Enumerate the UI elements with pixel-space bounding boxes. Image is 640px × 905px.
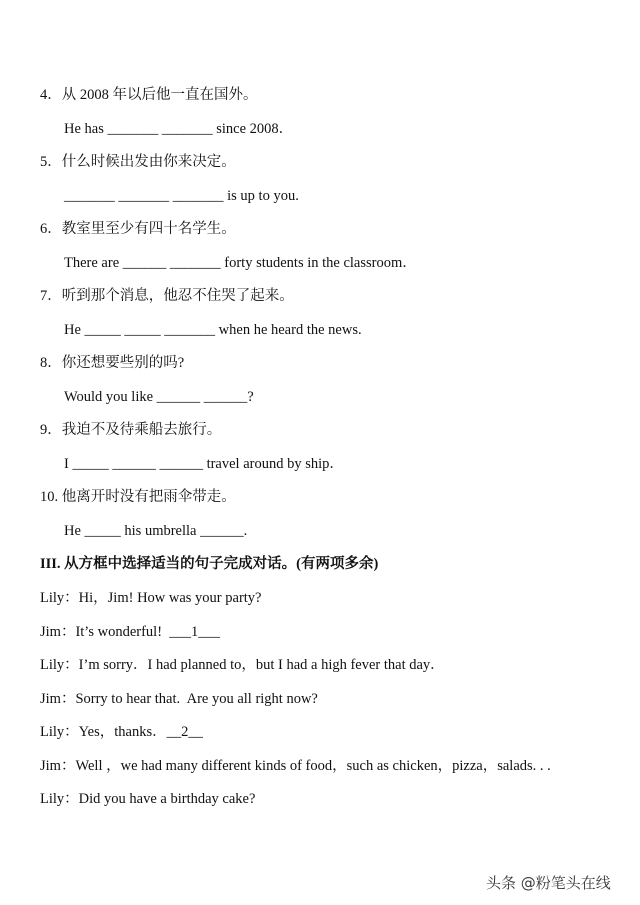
item-9-chinese: 9．我迫不及待乘船去旅行。 — [40, 422, 222, 438]
item-4-chinese: 4．从 2008 年以后他一直在国外。 — [40, 87, 258, 103]
dialogue-line-2: Jim：It’s wonderful! ___1___ — [40, 624, 221, 640]
dialogue-line-6: Jim：Well ，we had many different kinds of food，such as chicken，pizza，salads. . . — [40, 758, 551, 774]
dialogue-line-1: Lily：Hi，Jim! How was your party? — [40, 590, 262, 606]
dialogue-line-4: Jim：Sorry to hear that. Are you all right now? — [40, 691, 318, 707]
item-7-chinese: 7．听到那个消息，他忍不住哭了起来。 — [40, 288, 294, 304]
item-6-chinese: 6．教室里至少有四十名学生。 — [40, 221, 236, 237]
item-9-english: I _____ ______ ______ travel around by ship． — [64, 456, 344, 472]
source-watermark: 头条 @粉笔头在线 — [486, 874, 611, 892]
item-8-english: Would you like ______ ______? — [64, 389, 254, 405]
dialogue-line-5: Lily：Yes，thanks．__2__ — [40, 724, 203, 740]
item-10-chinese: 10. 他离开时没有把雨伞带走。 — [40, 489, 236, 505]
item-4-english: He has _______ _______ since 2008． — [64, 121, 294, 137]
item-8-chinese: 8．你还想要些别的吗? — [40, 355, 185, 371]
section-3-heading: III. 从方框中选择适当的句子完成对话。(有两项多余) — [40, 556, 379, 572]
item-5-english: _______ _______ _______ is up to you. — [64, 188, 299, 204]
item-10-english: He _____ his umbrella ______. — [64, 523, 248, 539]
item-6-english: There are ______ _______ forty students in the classroom． — [64, 255, 417, 271]
item-7-english: He _____ _____ _______ when he heard the news. — [64, 322, 362, 338]
dialogue-line-3: Lily：I’m sorry．I had planned to，but I had a high fever that day． — [40, 657, 445, 673]
item-5-chinese: 5．什么时候出发由你来决定。 — [40, 154, 236, 170]
dialogue-line-7: Lily：Did you have a birthday cake? — [40, 791, 256, 807]
